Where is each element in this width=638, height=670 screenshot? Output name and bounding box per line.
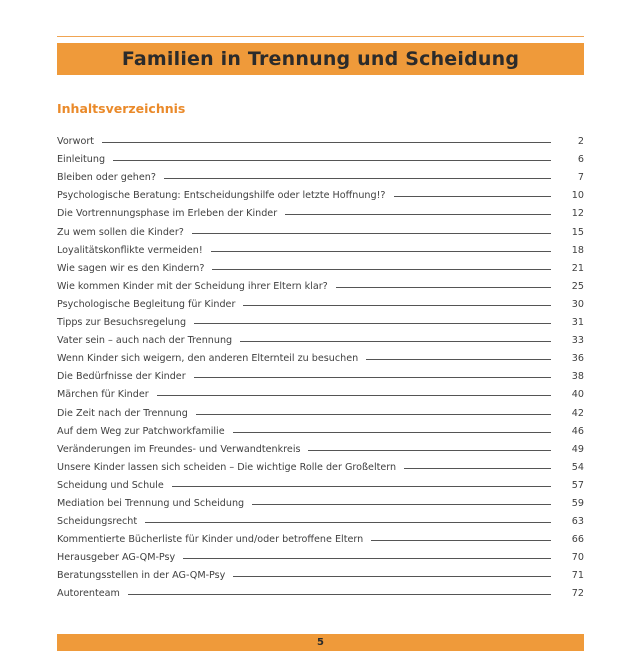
toc-entry-page: 7 <box>577 172 584 184</box>
toc-entry-label: Zu wem sollen die Kinder? <box>57 226 184 238</box>
toc-entry[interactable] <box>57 238 584 256</box>
toc-leader-line <box>366 358 551 360</box>
toc-leader-line <box>211 250 551 252</box>
toc-entry[interactable] <box>57 201 584 219</box>
toc-entry-page: 54 <box>571 461 584 473</box>
toc-leader-line <box>196 413 551 415</box>
toc-entry[interactable] <box>57 563 584 581</box>
toc-entry-label: Mediation bei Trennung und Scheidung <box>57 497 245 509</box>
toc-leader-line <box>233 575 551 577</box>
toc-entry-page: 57 <box>571 479 584 491</box>
toc-entry[interactable] <box>57 545 584 563</box>
toc-entry-page: 72 <box>571 588 584 600</box>
footer-banner <box>57 634 584 651</box>
toc-leader-line <box>192 232 551 234</box>
top-rule <box>57 36 584 37</box>
toc-entry-label: Scheidungsrecht <box>57 516 138 528</box>
toc-entry[interactable] <box>57 129 584 147</box>
toc-leader-line <box>212 268 551 270</box>
toc-entry-label: Scheidung und Schule <box>57 479 164 491</box>
toc-entry-label: Veränderungen im Freundes- und Verwandtenkreis <box>57 443 301 455</box>
toc-entry[interactable] <box>57 328 584 346</box>
toc-leader-line <box>194 376 551 378</box>
toc-entry[interactable] <box>57 219 584 237</box>
toc-entry[interactable] <box>57 183 584 201</box>
table-of-contents <box>57 129 584 599</box>
toc-entry[interactable] <box>57 527 584 545</box>
toc-entry-page: 33 <box>571 335 584 347</box>
toc-leader-line <box>252 503 551 505</box>
toc-leader-line <box>233 431 551 433</box>
toc-entry-label: Beratungsstellen in der AG-QM-Psy <box>57 570 226 582</box>
toc-leader-line <box>404 467 551 469</box>
toc-entry-label: Psychologische Beratung: Entscheidungshilfe oder letzte Hoffnung!? <box>57 190 386 202</box>
toc-entry[interactable] <box>57 581 584 599</box>
toc-entry-page: 30 <box>571 298 584 310</box>
toc-entry[interactable] <box>57 400 584 418</box>
toc-entry-page: 36 <box>571 353 584 365</box>
toc-entry[interactable] <box>57 437 584 455</box>
toc-leader-line <box>336 286 551 288</box>
toc-entry-page: 18 <box>571 244 584 256</box>
toc-entry-label: Bleiben oder gehen? <box>57 172 156 184</box>
toc-entry-page: 42 <box>571 407 584 419</box>
toc-entry-label: Einleitung <box>57 154 106 166</box>
toc-entry-label: Herausgeber AG-QM-Psy <box>57 552 176 564</box>
toc-entry[interactable] <box>57 292 584 310</box>
title-banner <box>57 43 584 75</box>
toc-entry-page: 25 <box>571 280 584 292</box>
toc-entry-page: 2 <box>577 136 584 148</box>
toc-entry-label: Die Zeit nach der Trennung <box>57 407 188 419</box>
toc-entry-label: Loyalitätskonflikte vermeiden! <box>57 244 203 256</box>
toc-leader-line <box>285 213 551 215</box>
toc-entry-page: 12 <box>571 208 584 220</box>
toc-entry-page: 38 <box>571 371 584 383</box>
toc-leader-line <box>308 449 551 451</box>
toc-entry-label: Tipps zur Besuchsregelung <box>57 317 187 329</box>
toc-entry-page: 49 <box>571 443 584 455</box>
toc-leader-line <box>128 593 551 595</box>
toc-leader-line <box>371 539 551 541</box>
toc-entry[interactable] <box>57 274 584 292</box>
toc-entry[interactable] <box>57 509 584 527</box>
toc-entry-page: 59 <box>571 497 584 509</box>
toc-entry-page: 71 <box>571 570 584 582</box>
toc-entry-label: Vater sein – auch nach der Trennung <box>57 335 233 347</box>
toc-entry[interactable] <box>57 165 584 183</box>
toc-entry-page: 10 <box>571 190 584 202</box>
toc-entry[interactable] <box>57 346 584 364</box>
toc-entry-page: 40 <box>571 389 584 401</box>
toc-entry-label: Kommentierte Bücherliste für Kinder und/oder betroffene Eltern <box>57 534 364 546</box>
toc-entry-page: 46 <box>571 425 584 437</box>
toc-entry[interactable] <box>57 473 584 491</box>
toc-entry-label: Autorenteam <box>57 588 120 600</box>
toc-entry-label: Wie kommen Kinder mit der Scheidung ihrer Eltern klar? <box>57 280 328 292</box>
toc-entry[interactable] <box>57 310 584 328</box>
toc-entry-page: 66 <box>571 534 584 546</box>
toc-entry-label: Auf dem Weg zur Patchworkfamilie <box>57 425 225 437</box>
toc-entry[interactable] <box>57 382 584 400</box>
page-number: 5 <box>317 637 324 648</box>
toc-entry-page: 15 <box>571 226 584 238</box>
toc-entry-page: 6 <box>577 154 584 166</box>
toc-entry[interactable] <box>57 419 584 437</box>
toc-leader-line <box>194 322 551 324</box>
toc-leader-line <box>113 159 551 161</box>
toc-entry-label: Vorwort <box>57 136 95 148</box>
toc-leader-line <box>394 195 551 197</box>
toc-entry[interactable] <box>57 491 584 509</box>
toc-leader-line <box>145 521 551 523</box>
page-title: Familien in Trennung und Scheidung <box>121 48 520 70</box>
toc-entry-label: Märchen für Kinder <box>57 389 149 401</box>
toc-entry-label: Die Bedürfnisse der Kinder <box>57 371 186 383</box>
toc-entry-page: 31 <box>571 317 584 329</box>
toc-leader-line <box>243 304 551 306</box>
toc-entry-page: 70 <box>571 552 584 564</box>
toc-entry-page: 21 <box>571 262 584 274</box>
toc-heading: Inhaltsverzeichnis <box>57 101 186 116</box>
toc-entry[interactable] <box>57 256 584 274</box>
toc-entry-page: 63 <box>571 516 584 528</box>
toc-entry[interactable] <box>57 364 584 382</box>
toc-leader-line <box>102 141 551 143</box>
toc-entry-label: Wenn Kinder sich weigern, den anderen Elternteil zu besuchen <box>57 353 359 365</box>
toc-leader-line <box>172 485 551 487</box>
toc-entry-label: Die Vortrennungsphase im Erleben der Kinder <box>57 208 278 220</box>
toc-entry[interactable] <box>57 147 584 165</box>
toc-entry-label: Psychologische Begleitung für Kinder <box>57 298 236 310</box>
toc-leader-line <box>240 340 551 342</box>
toc-entry-label: Wie sagen wir es den Kindern? <box>57 262 205 274</box>
toc-entry[interactable] <box>57 455 584 473</box>
toc-leader-line <box>164 177 551 179</box>
toc-leader-line <box>183 557 551 559</box>
toc-entry-label: Unsere Kinder lassen sich scheiden – Die wichtige Rolle der Großeltern <box>57 461 397 473</box>
toc-leader-line <box>157 394 551 396</box>
